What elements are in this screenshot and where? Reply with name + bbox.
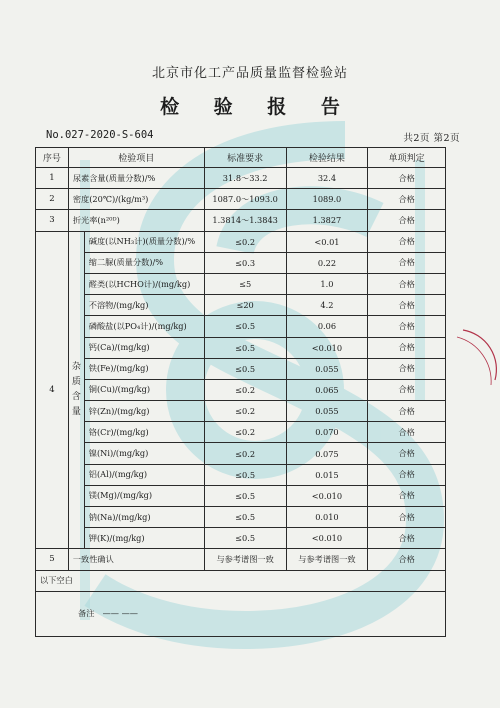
row-requirement: ≤0.5 <box>204 528 286 549</box>
blank-note: 以下空白 <box>36 570 446 591</box>
row-result: 0.22 <box>286 252 368 273</box>
row-requirement: ≤0.5 <box>204 337 286 358</box>
row-verdict: 合格 <box>368 316 446 337</box>
row-item: 不溶物/(mg/kg) <box>84 295 204 316</box>
row-requirement: 31.8～33.2 <box>204 168 286 189</box>
row-item: 铜(Cu)/(mg/kg) <box>84 379 204 400</box>
row-item: 铁(Fe)/(mg/kg) <box>84 358 204 379</box>
row-verdict: 合格 <box>368 464 446 485</box>
row-result: 1.3827 <box>286 210 368 231</box>
row-result: 0.065 <box>286 379 368 400</box>
table-row <box>36 295 446 316</box>
row-no: 4 <box>36 231 69 549</box>
table-row <box>36 549 446 570</box>
header-result: 检验结果 <box>286 148 368 168</box>
page-indicator: 共2页 第2页 <box>403 133 460 144</box>
row-no: 2 <box>36 189 69 210</box>
row-result: 0.010 <box>286 507 368 528</box>
remark-value: —— —— <box>102 608 138 619</box>
table-row <box>36 507 446 528</box>
header-verdict: 单项判定 <box>368 148 446 168</box>
row-requirement: 1.3814～1.3843 <box>204 210 286 231</box>
row-result: 0.055 <box>286 401 368 422</box>
row-verdict: 合格 <box>368 210 446 231</box>
row-item: 尿素含量(质量分数)/% <box>68 168 204 189</box>
row-requirement: ≤0.2 <box>204 379 286 400</box>
table-header-row <box>36 148 446 168</box>
row-requirement: ≤0.5 <box>204 316 286 337</box>
row-item: 铝(Al)/(mg/kg) <box>84 464 204 485</box>
row-result: 0.06 <box>286 316 368 337</box>
row-verdict: 合格 <box>368 358 446 379</box>
table-row <box>36 316 446 337</box>
table-row <box>36 464 446 485</box>
organization-name: 北京市化工产品质量监督检验站 <box>151 66 348 81</box>
table-row <box>36 189 446 210</box>
report-number: No.027-2020-S-604 <box>46 129 154 141</box>
blank-note-row <box>36 570 446 591</box>
row-item: 钙(Ca)/(mg/kg) <box>84 337 204 358</box>
remark-row <box>36 591 446 636</box>
row-requirement: 1087.0～1093.0 <box>204 189 286 210</box>
header-item: 检验项目 <box>68 148 204 168</box>
row-verdict: 合格 <box>368 295 446 316</box>
table-row <box>36 485 446 506</box>
row-result: 0.015 <box>286 464 368 485</box>
row-no: 1 <box>36 168 69 189</box>
row-result: 与参考谱图一致 <box>286 549 368 570</box>
row-verdict: 合格 <box>368 443 446 464</box>
row-item: 钾(K)/(mg/kg) <box>84 528 204 549</box>
row-no: 5 <box>36 549 69 570</box>
row-item: 密度(20℃)/(kg/m³) <box>68 189 204 210</box>
row-verdict: 合格 <box>368 379 446 400</box>
remark-label: 备注 <box>78 608 95 619</box>
row-requirement: ≤0.2 <box>204 443 286 464</box>
header-requirement: 标准要求 <box>204 148 286 168</box>
table-row <box>36 231 446 252</box>
row-result: 1.0 <box>286 273 368 294</box>
table-row <box>36 528 446 549</box>
row-result: 0.055 <box>286 358 368 379</box>
row-item: 折光率(n²⁰ᴰ) <box>68 210 204 231</box>
row-no: 3 <box>36 210 69 231</box>
row-result: <0.010 <box>286 485 368 506</box>
row-result: 0.070 <box>286 422 368 443</box>
table-row <box>36 443 446 464</box>
row-verdict: 合格 <box>368 401 446 422</box>
row-item: 铬(Cr)/(mg/kg) <box>84 422 204 443</box>
table-row <box>36 273 446 294</box>
row-verdict: 合格 <box>368 337 446 358</box>
row-requirement: ≤0.5 <box>204 507 286 528</box>
row-requirement: ≤0.3 <box>204 252 286 273</box>
row-verdict: 合格 <box>368 528 446 549</box>
row-requirement: 与参考谱图一致 <box>204 549 286 570</box>
row-result: 0.075 <box>286 443 368 464</box>
row-requirement: ≤0.2 <box>204 422 286 443</box>
row-item: 钠(Na)/(mg/kg) <box>84 507 204 528</box>
row-item: 镍(Ni)/(mg/kg) <box>84 443 204 464</box>
table-row <box>36 358 446 379</box>
report-title: 检 验 报 告 <box>160 96 354 118</box>
row-verdict: 合格 <box>368 422 446 443</box>
row-requirement: ≤0.2 <box>204 231 286 252</box>
row-verdict: 合格 <box>368 231 446 252</box>
table-row <box>36 210 446 231</box>
row-result: <0.010 <box>286 528 368 549</box>
row-item: 醛类(以HCHO计)/(mg/kg) <box>84 273 204 294</box>
row-result: 32.4 <box>286 168 368 189</box>
table-row <box>36 337 446 358</box>
row-verdict: 合格 <box>368 507 446 528</box>
official-seal <box>455 325 500 385</box>
row-requirement: ≤0.5 <box>204 464 286 485</box>
row-item: 一致性确认 <box>68 549 204 570</box>
row-verdict: 合格 <box>368 252 446 273</box>
row-verdict: 合格 <box>368 273 446 294</box>
row-item: 镁(Mg)/(mg/kg) <box>84 485 204 506</box>
row-verdict: 合格 <box>368 189 446 210</box>
impurity-group-label: 杂质含量 <box>68 231 84 549</box>
row-requirement: ≤0.5 <box>204 485 286 506</box>
header-no: 序号 <box>36 148 69 168</box>
row-result: <0.010 <box>286 337 368 358</box>
row-requirement: ≤0.2 <box>204 401 286 422</box>
table-row <box>36 252 446 273</box>
table-row <box>36 168 446 189</box>
row-verdict: 合格 <box>368 485 446 506</box>
row-requirement: ≤0.5 <box>204 358 286 379</box>
row-item: 缩二脲(质量分数)/% <box>84 252 204 273</box>
row-verdict: 合格 <box>368 549 446 570</box>
row-item: 锌(Zn)/(mg/kg) <box>84 401 204 422</box>
row-requirement: ≤20 <box>204 295 286 316</box>
row-verdict: 合格 <box>368 168 446 189</box>
row-item: 磷酸盐(以PO₄计)/(mg/kg) <box>84 316 204 337</box>
table-row <box>36 422 446 443</box>
row-result: <0.01 <box>286 231 368 252</box>
table-row <box>36 401 446 422</box>
row-item: 碱度(以NH₃计)(质量分数)/% <box>84 231 204 252</box>
row-result: 1089.0 <box>286 189 368 210</box>
row-requirement: ≤5 <box>204 273 286 294</box>
row-result: 4.2 <box>286 295 368 316</box>
